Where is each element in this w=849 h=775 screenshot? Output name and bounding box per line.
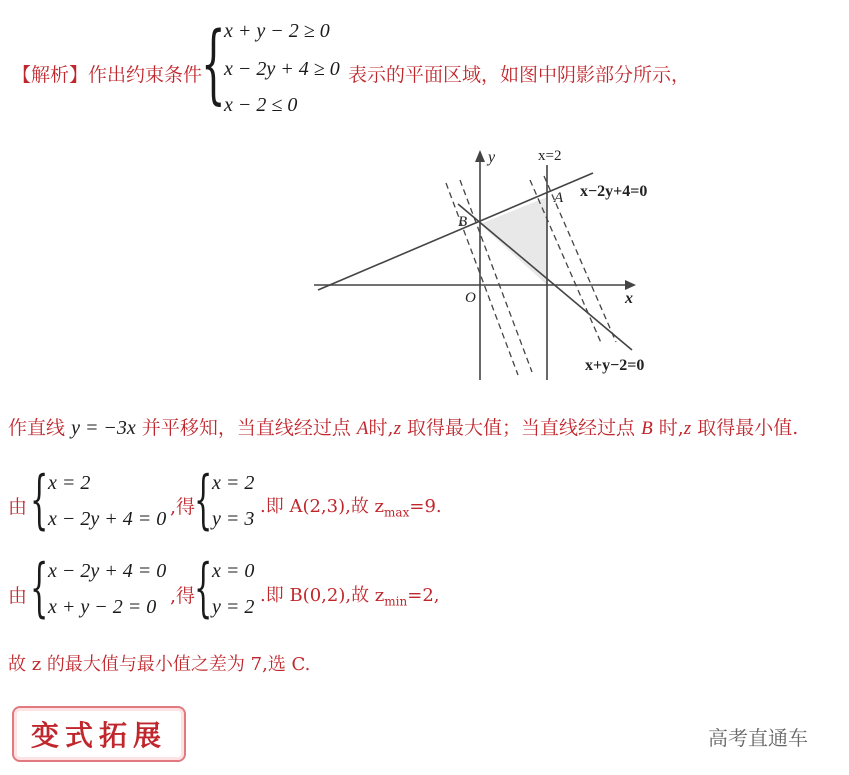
point-b-label: B xyxy=(458,214,468,230)
step1-val: =9. xyxy=(409,496,442,517)
analysis-part4: 取得最大值；当直线经过点 xyxy=(407,417,636,439)
analysis-part3: 时, xyxy=(368,417,394,439)
step2-sol2: y = 2 xyxy=(212,596,255,618)
analysis-point-b: B xyxy=(641,418,653,439)
constraint-1: x + y − 2 ≥ 0 xyxy=(224,20,330,42)
brace-step1-b: { xyxy=(194,463,213,537)
brace-step2-a: { xyxy=(30,551,49,625)
intro-line xyxy=(12,60,202,87)
step2-val: =2, xyxy=(407,585,440,606)
shaded-region xyxy=(480,197,547,285)
feasible-region-figure xyxy=(300,140,680,390)
point-a-label: A xyxy=(554,190,564,206)
line-x-2y-4 xyxy=(318,173,593,290)
x-axis-label: x xyxy=(625,290,633,307)
y-axis-arrow xyxy=(475,150,485,162)
step1-result xyxy=(260,492,442,520)
conclusion: 故 z 的最大值与最小值之差为 7,选 C. xyxy=(8,654,311,675)
brace-intro: { xyxy=(201,14,226,114)
line1-label: x−2y+4=0 xyxy=(580,183,648,200)
analysis-point-a: A xyxy=(356,418,369,439)
analysis-part1: 作直线 xyxy=(8,417,66,439)
brace-step2-b: { xyxy=(194,551,213,625)
step2-you: 由 xyxy=(8,585,28,607)
step2-eq2: x + y − 2 = 0 xyxy=(48,596,157,618)
step2-result-text: .即 B(0,2),故 z xyxy=(260,585,385,606)
x-axis-arrow xyxy=(625,280,636,290)
analysis-part2: 并平移知，当直线经过点 xyxy=(141,417,351,439)
analysis-z2: z xyxy=(683,418,692,439)
analysis-label: 【解析】 xyxy=(12,64,89,86)
line2-label: x+y−2=0 xyxy=(585,357,645,374)
step1-result-text: .即 A(2,3),故 z xyxy=(260,496,385,517)
step2-sub: min xyxy=(384,594,408,609)
step2-de: ,得 xyxy=(170,585,196,607)
vline-label: x=2 xyxy=(538,148,562,164)
step1-sol1: x = 2 xyxy=(212,472,255,494)
objective-line-eq: y = −3x xyxy=(71,417,136,439)
step1-eq2: x − 2y + 4 = 0 xyxy=(48,508,167,530)
analysis-part6: 取得最小值. xyxy=(697,417,799,439)
constraint-2: x − 2y + 4 ≥ 0 xyxy=(224,58,340,80)
watermark: 高考直通车 xyxy=(708,726,808,750)
analysis-z1: z xyxy=(393,418,401,439)
dashed-line-1 xyxy=(446,183,518,375)
variant-extension-badge: 变式拓展 xyxy=(12,706,186,762)
step2-eq1: x − 2y + 4 = 0 xyxy=(48,560,167,582)
constraint-3: x − 2 ≤ 0 xyxy=(224,94,298,116)
step2-result xyxy=(260,581,440,609)
intro-tail: 表示的平面区域，如图中阴影部分所示， xyxy=(348,64,691,86)
step1-you: 由 xyxy=(8,496,28,518)
intro-lead: 作出约束条件 xyxy=(88,64,203,86)
step1-sol2: y = 3 xyxy=(212,508,255,530)
step1-de: ,得 xyxy=(170,496,196,518)
y-axis-label: y xyxy=(488,149,496,166)
step2-sol1: x = 0 xyxy=(212,560,255,582)
brace-step1-a: { xyxy=(30,463,49,537)
origin-label: O xyxy=(465,290,476,306)
analysis-part5: 时, xyxy=(658,417,684,439)
analysis-line xyxy=(8,413,798,440)
step1-sub: max xyxy=(384,505,410,520)
step1-eq1: x = 2 xyxy=(48,472,91,494)
